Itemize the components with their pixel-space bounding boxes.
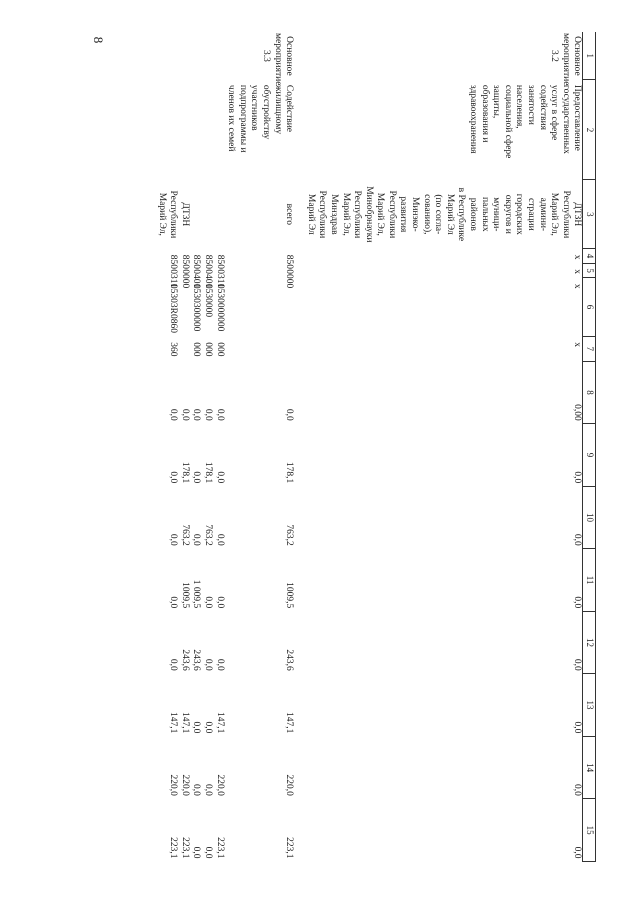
amount-year-2: 178,1 <box>284 461 295 484</box>
measure-title <box>213 32 225 80</box>
measure-description-line: услуг в сфере <box>549 84 560 141</box>
code-grbs: 850 <box>214 254 225 269</box>
responsible-executor <box>304 180 583 249</box>
code-vr: 000 <box>214 342 225 357</box>
code-grbs: 850 <box>284 254 295 269</box>
code-csr: х <box>572 283 583 289</box>
measure-description <box>225 80 295 180</box>
measure-title <box>178 32 190 80</box>
amount-year-3: 0,0 <box>168 533 179 546</box>
responsible-executor-line: в Республике <box>456 187 467 242</box>
responsible-executor-line: Марий Эл <box>305 193 316 235</box>
measure-description-line: социальной сфере <box>502 84 513 159</box>
code-rzpr: 0401 <box>191 269 202 289</box>
responsible-executor-line: Марий Эл, <box>156 192 167 236</box>
amount-year-1: 0,0 <box>179 408 190 421</box>
measure-description <box>178 80 190 180</box>
responsible-executor-line: (по согла- <box>433 194 444 235</box>
measure-description-line: государственных <box>560 84 571 154</box>
responsible-executor-line: ДТЗН <box>179 202 190 227</box>
responsible-executor-line: Марий Эл, <box>375 192 386 236</box>
measure-description-line: жилищному <box>272 84 283 135</box>
column-number-8: 8 <box>583 361 596 424</box>
amount-year-5: 0,0 <box>203 658 213 671</box>
amount-year-7: 220,0 <box>284 774 295 796</box>
responsible-executor-line: Республики <box>317 190 328 239</box>
amount-year-6: 147,1 <box>214 711 225 734</box>
responsible-executor-line: Республики <box>168 190 179 239</box>
amount-year-1: 0,0 <box>214 408 225 421</box>
column-number-7: 7 <box>583 336 596 361</box>
responsible-executor <box>190 180 202 249</box>
responsible-executor <box>225 180 295 249</box>
measure-description <box>304 80 583 180</box>
table-row <box>225 32 295 862</box>
amount-year-2: 178,1 <box>203 461 213 484</box>
responsible-executor-line: пальных <box>479 196 490 232</box>
amount-year-4: 1009,5 <box>284 582 295 609</box>
amount-year-1: 0,0 <box>191 408 202 421</box>
amount-year-1: 0,00 <box>572 404 583 421</box>
code-grbs: 850 <box>179 254 190 269</box>
measure-description <box>213 80 225 180</box>
measure-description-line: занятости <box>526 84 537 125</box>
amount-year-8: 223,1 <box>214 837 225 859</box>
measure-description <box>201 80 213 180</box>
amount-year-5: 243,6 <box>284 649 295 671</box>
code-rzpr: х <box>572 269 583 275</box>
responsible-executor <box>213 180 225 249</box>
measure-description <box>190 80 202 180</box>
amount-year-4: 1 009,5 <box>191 579 202 609</box>
amount-year-4: 0,0 <box>168 596 179 609</box>
responsible-executor-line: Минздрав <box>328 194 339 235</box>
table-row <box>155 32 178 862</box>
measure-description-line: подпрограммы и <box>237 84 248 153</box>
code-rzpr: 0000 <box>179 269 190 289</box>
column-number-5: 5 <box>583 263 596 278</box>
measure-title-line: Основное <box>284 36 295 76</box>
amount-year-4: 0,0 <box>572 596 583 609</box>
measure-description-line: здравоохранения <box>468 84 479 154</box>
code-vr: х <box>572 342 583 347</box>
responsible-executor-line: Республики <box>352 190 363 239</box>
code-csr: 05303R0860 <box>168 283 179 333</box>
table-row <box>190 32 202 862</box>
amount-year-4: 1009,5 <box>179 582 190 609</box>
column-number-15: 15 <box>583 799 596 862</box>
amount-year-2: 178,1 <box>179 461 190 484</box>
amount-year-7: 220,0 <box>214 774 225 796</box>
amount-year-8: 0,0 <box>203 846 213 859</box>
column-number-1: 1 <box>583 32 596 80</box>
amount-year-7: 0,0 <box>191 783 202 796</box>
responsible-executor-line: Минэко- <box>410 196 421 232</box>
column-number-3: 3 <box>583 180 596 249</box>
responsible-executor-line: страции <box>526 197 537 231</box>
responsible-executor-line: Марий Эл, <box>549 192 560 236</box>
code-grbs: 850 <box>191 254 202 269</box>
measure-title <box>190 32 202 80</box>
column-number-13: 13 <box>583 674 596 737</box>
code-vr: 000 <box>191 342 202 357</box>
responsible-executor <box>155 180 178 249</box>
measure-title-line: Основное <box>572 36 583 76</box>
measure-title <box>201 32 213 80</box>
responsible-executor-line: муници- <box>491 197 502 232</box>
responsible-executor-line: админи- <box>537 197 548 232</box>
amount-year-5: 0,0 <box>168 658 179 671</box>
amount-year-7: 0,0 <box>203 783 213 796</box>
amount-year-1: 0,0 <box>284 408 295 421</box>
measure-description-line: обустройству <box>260 84 271 140</box>
measure-title-line: мероприятие <box>272 33 283 86</box>
column-number-10: 10 <box>583 486 596 549</box>
responsible-executor-line: Республики <box>560 190 571 239</box>
measure-title-line: 3.3 <box>260 50 271 62</box>
code-vr: 360 <box>168 342 179 357</box>
amount-year-6: 0,0 <box>572 721 583 734</box>
code-grbs: 850 <box>203 254 213 269</box>
responsible-executor <box>201 180 213 249</box>
amount-year-4: 0,0 <box>203 596 213 609</box>
amount-year-5: 243,6 <box>179 649 190 671</box>
code-vr <box>178 336 190 361</box>
amount-year-5: 0,0 <box>572 658 583 671</box>
budget-table <box>155 32 596 862</box>
responsible-executor-line: сованию), <box>421 194 432 235</box>
responsible-executor-line: округов и <box>502 194 513 234</box>
measure-title-line: 3.2 <box>549 50 560 62</box>
amount-year-2: 0,0 <box>572 471 583 484</box>
table-row <box>201 32 213 862</box>
measure-description <box>155 80 178 180</box>
amount-year-1: 0,0 <box>203 408 213 421</box>
amount-year-6: 147,1 <box>284 711 295 734</box>
column-number-row <box>583 32 596 862</box>
table-row <box>178 32 190 862</box>
amount-year-8: 223,1 <box>179 837 190 859</box>
amount-year-2: 0,0 <box>168 471 179 484</box>
code-vr: 000 <box>203 342 213 357</box>
code-csr: 0530000 <box>203 283 213 318</box>
column-number-4: 4 <box>583 249 596 264</box>
amount-year-1: 0,0 <box>168 408 179 421</box>
measure-description-line: участников <box>249 84 260 131</box>
code-rzpr: 0311 <box>168 269 179 288</box>
responsible-executor-line: Республики <box>386 190 397 239</box>
measure-description-line: населения, <box>514 84 525 129</box>
column-number-9: 9 <box>583 424 596 487</box>
responsible-executor <box>178 180 190 249</box>
amount-year-3: 763,2 <box>203 524 213 546</box>
code-grbs: х <box>572 254 583 260</box>
measure-description-line: содействия <box>537 84 548 131</box>
code-grbs: 850 <box>168 254 179 269</box>
amount-year-5: 0,0 <box>214 658 225 671</box>
measure-description-line: образования и <box>479 84 490 143</box>
measure-description-line: Предоставление <box>572 84 583 151</box>
amount-year-2: 0,0 <box>191 471 202 484</box>
amount-year-7: 220,0 <box>179 774 190 796</box>
code-rzpr: 0401 <box>203 269 213 289</box>
measure-description-line: членов их семей <box>226 84 237 152</box>
column-number-6: 6 <box>583 278 596 336</box>
amount-year-6: 0,0 <box>191 721 202 734</box>
amount-year-6: 147,1 <box>179 711 190 734</box>
amount-year-8: 0,0 <box>191 846 202 859</box>
measure-title <box>304 32 583 86</box>
code-rzpr: 0311 <box>214 269 225 288</box>
responsible-executor-line: ДТЗН <box>572 202 583 227</box>
amount-year-6: 0,0 <box>203 721 213 734</box>
responsible-executor-line: Марий Эл, <box>340 192 351 236</box>
amount-year-3: 763,2 <box>179 524 190 546</box>
code-csr: 0530000000 <box>214 283 225 332</box>
measure-description-line: Содействие <box>284 84 295 133</box>
amount-year-8: 223,1 <box>168 837 179 859</box>
amount-year-7: 0,0 <box>572 783 583 796</box>
table-rotated-container <box>111 32 596 862</box>
column-number-2: 2 <box>583 80 596 180</box>
responsible-executor-line: всего <box>284 203 295 226</box>
amount-year-5: 243,6 <box>191 649 202 671</box>
responsible-executor-line: Марий Эл <box>444 193 455 235</box>
column-number-12: 12 <box>583 611 596 674</box>
amount-year-2: 0,0 <box>214 471 225 484</box>
code-csr: 0530300000 <box>191 283 202 332</box>
amount-year-3: 0,0 <box>572 533 583 546</box>
amount-year-3: 763,2 <box>284 524 295 546</box>
responsible-executor-line: районов <box>468 197 479 231</box>
table-row <box>304 32 583 862</box>
column-number-14: 14 <box>583 736 596 799</box>
amount-year-8: 223,1 <box>284 837 295 859</box>
table-row <box>213 32 225 862</box>
responsible-executor-line: развития <box>398 196 409 233</box>
amount-year-6: 147,1 <box>168 711 179 734</box>
page-number: 8 <box>91 36 106 44</box>
code-vr <box>225 336 295 361</box>
amount-year-3: 0,0 <box>214 533 225 546</box>
responsible-executor-line: Минобрнауки <box>363 186 374 243</box>
measure-title-line: мероприятие <box>560 33 571 86</box>
code-rzpr: 0000 <box>284 269 295 289</box>
amount-year-4: 0,0 <box>214 596 225 609</box>
amount-year-8: 0,0 <box>572 846 583 859</box>
amount-year-3: 0,0 <box>191 533 202 546</box>
measure-title <box>225 32 295 86</box>
measure-title <box>155 32 178 80</box>
measure-description-line: защиты, <box>491 84 502 119</box>
column-number-11: 11 <box>583 549 596 612</box>
responsible-executor-line: городских <box>514 193 525 235</box>
amount-year-7: 220,0 <box>168 774 179 796</box>
row-spacer <box>294 32 304 862</box>
